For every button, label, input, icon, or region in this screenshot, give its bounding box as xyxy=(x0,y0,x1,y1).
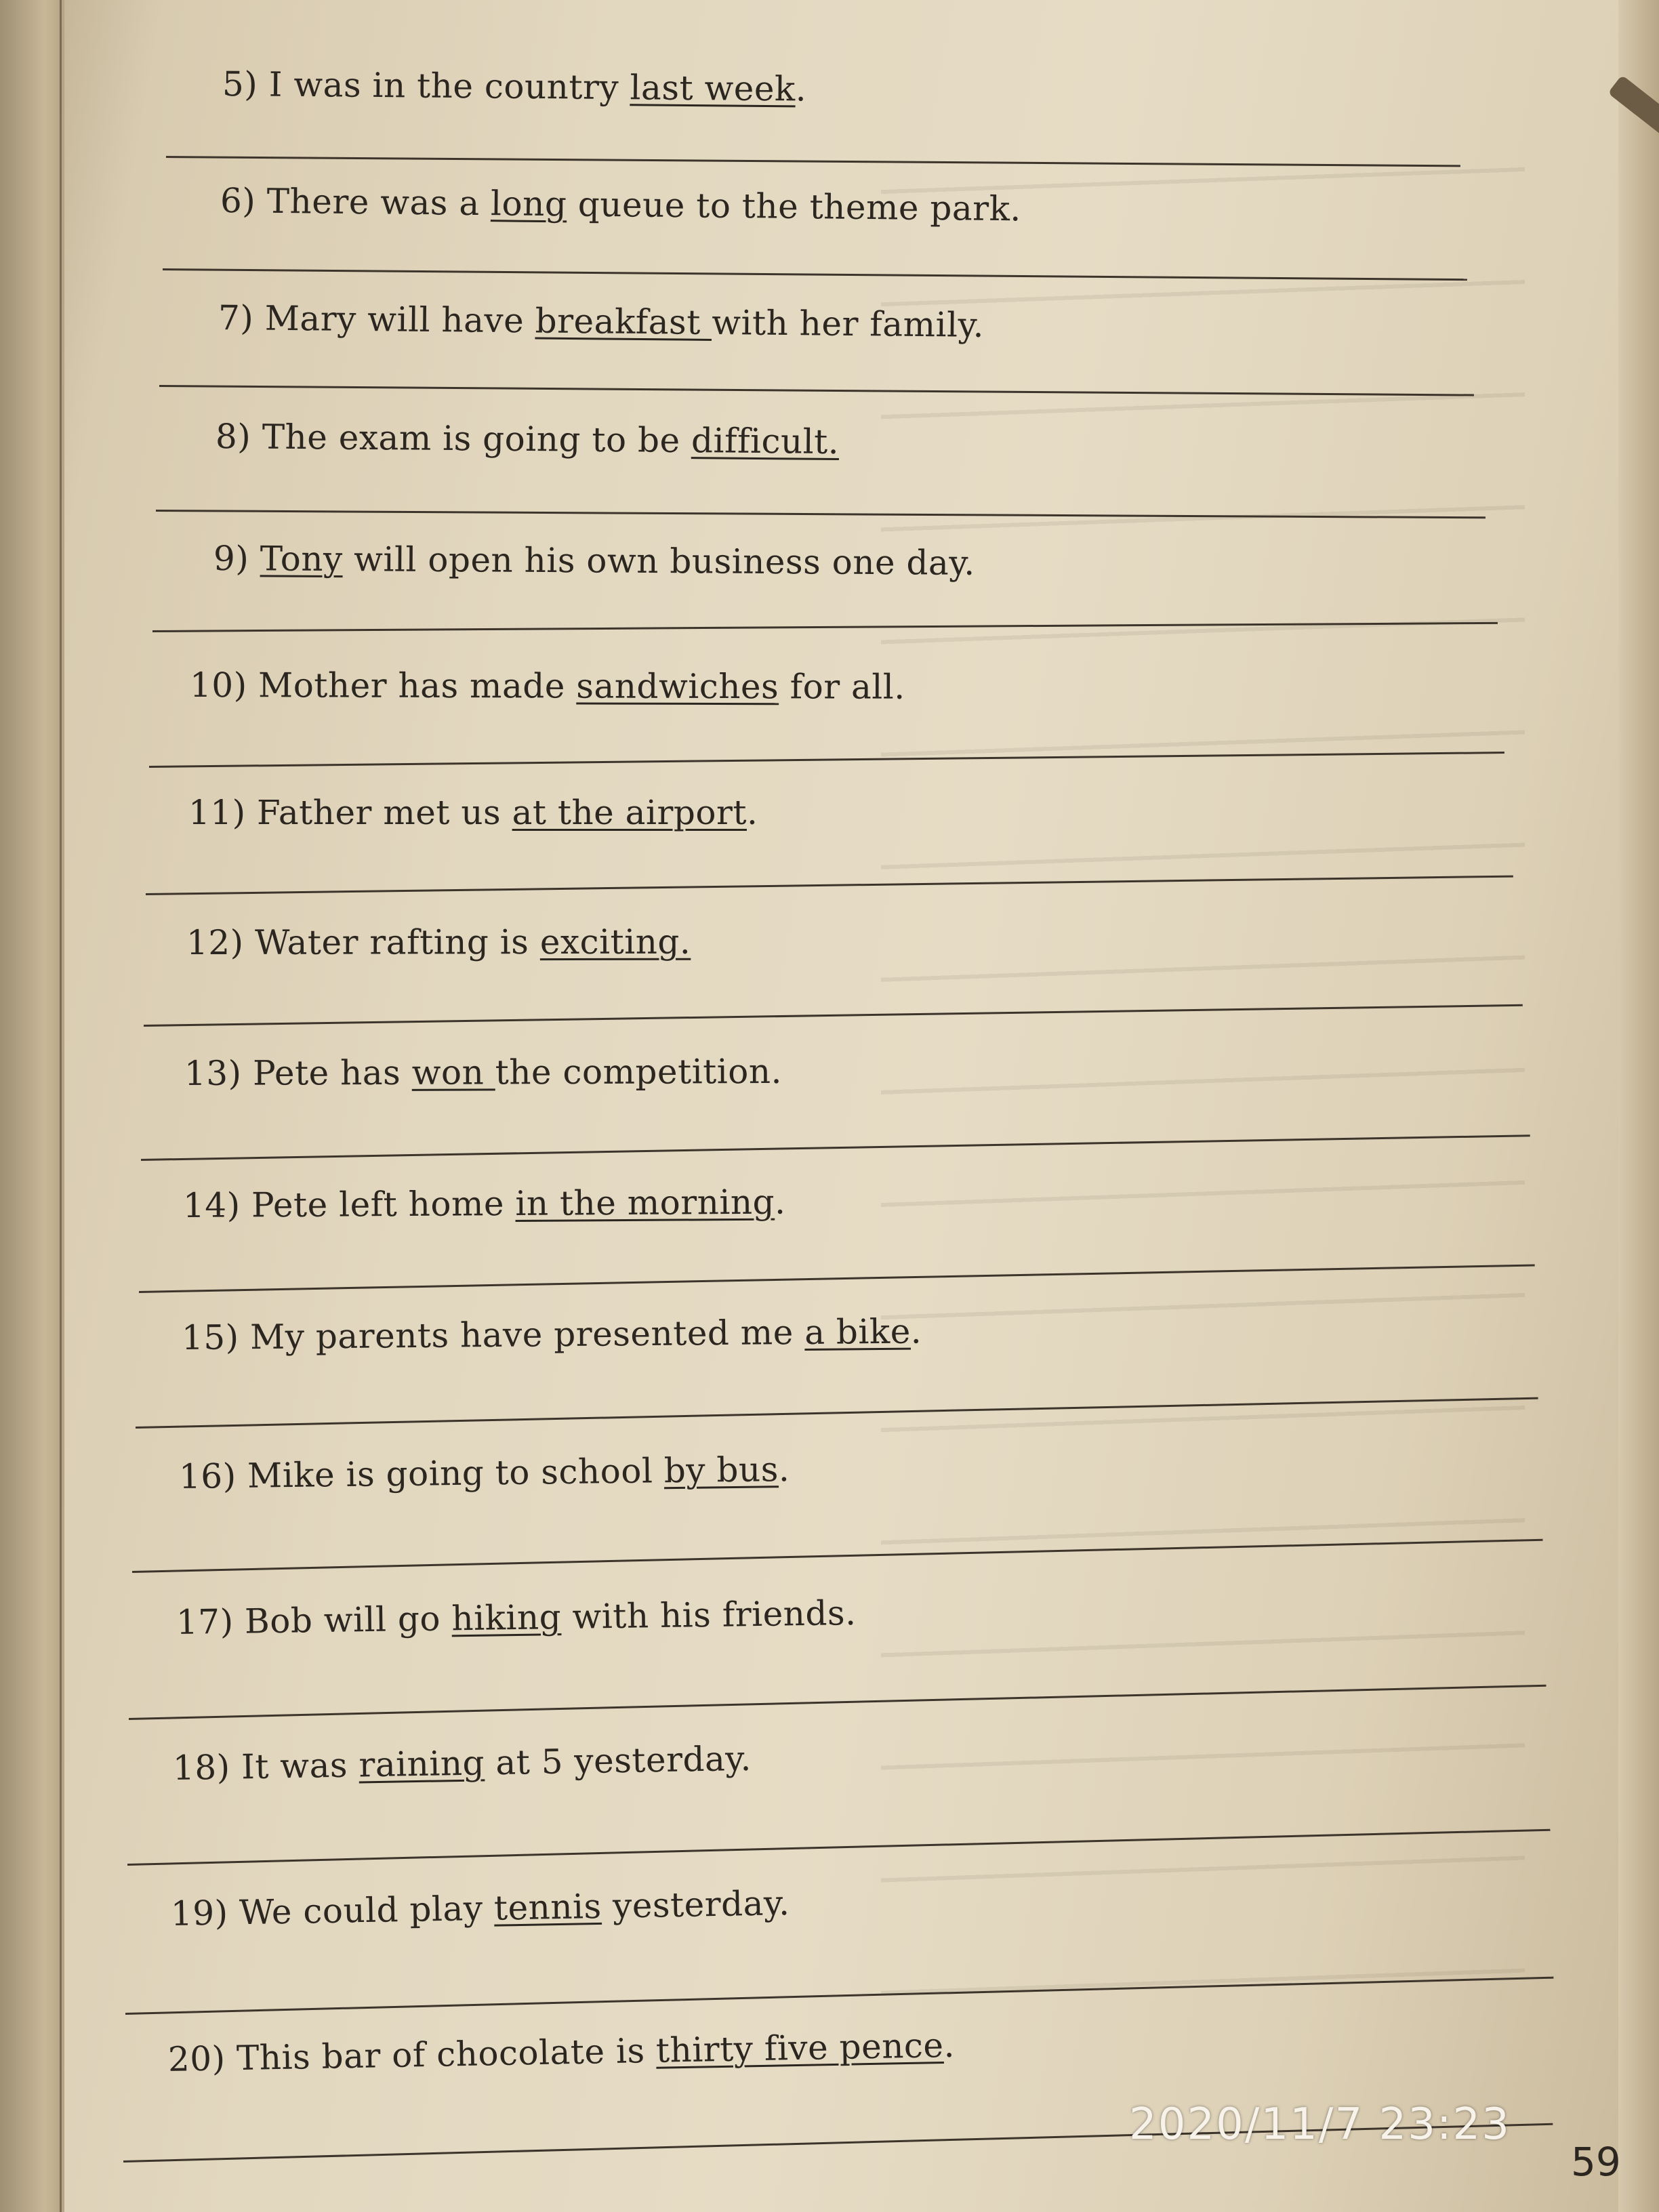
underlined-phrase: hiking xyxy=(451,1597,562,1639)
exercise-sentence: 13) Pete has won the competition. xyxy=(184,1051,783,1093)
book-spine-gutter xyxy=(0,0,64,2212)
exercise-sentence: 18) It was raining at 5 yesterday. xyxy=(172,1738,752,1788)
underlined-phrase: at the airport xyxy=(512,793,747,832)
underlined-phrase: a bike xyxy=(804,1311,912,1352)
exercise-sentence: 19) We could play tennis yesterday. xyxy=(170,1883,790,1933)
bleed-through-text xyxy=(881,81,1525,2047)
exercise-sentence: 6) There was a long queue to the theme park. xyxy=(220,181,1022,229)
exercise-sentence: 14) Pete left home in the morning. xyxy=(182,1182,786,1225)
spine-fold-line xyxy=(60,0,62,2212)
exercise-sentence: 5) I was in the country last week. xyxy=(222,64,807,109)
exercise-sentence: 15) My parents have presented me a bike. xyxy=(181,1311,922,1357)
underlined-phrase: thirty five pence xyxy=(655,2026,944,2070)
exercise-sentence: 12) Water rafting is exciting. xyxy=(186,922,691,962)
underlined-phrase: breakfast xyxy=(535,301,712,342)
underlined-phrase: tennis xyxy=(493,1886,602,1928)
exercise-sentence: 16) Mike is going to school by bus. xyxy=(178,1449,790,1496)
exercise-sentence: 17) Bob will go hiking with his friends. xyxy=(176,1593,857,1642)
exercise-sentence: 8) The exam is going to be difficult. xyxy=(215,417,840,462)
exercise-sentence: 9) Tony will open his own business one day. xyxy=(213,539,975,583)
page-number: 59 xyxy=(1571,2139,1621,2185)
underlined-phrase: exciting. xyxy=(539,922,691,962)
exercise-sentence: 20) This bar of chocolate is thirty five pence. xyxy=(167,2025,956,2079)
photo-timestamp: 2020/11/7 23:23 xyxy=(1129,2100,1511,2150)
underlined-phrase: long xyxy=(490,184,567,224)
underlined-phrase: in the morning xyxy=(515,1182,775,1224)
underlined-phrase: by bus xyxy=(663,1450,779,1491)
exercise-sentence: 10) Mother has made sandwiches for all. xyxy=(189,665,905,707)
exercise-sentence: 11) Father met us at the airport. xyxy=(188,793,758,832)
page-edge xyxy=(1618,0,1659,2212)
underlined-phrase: raining xyxy=(358,1743,485,1785)
underlined-phrase: Tony xyxy=(260,539,343,579)
underlined-phrase: sandwiches xyxy=(576,666,779,707)
underlined-phrase: last week xyxy=(630,68,796,109)
underlined-phrase: difficult. xyxy=(691,421,840,462)
underlined-phrase: won xyxy=(411,1052,495,1092)
exercise-sentence: 7) Mary will have breakfast with her family. xyxy=(218,298,985,345)
